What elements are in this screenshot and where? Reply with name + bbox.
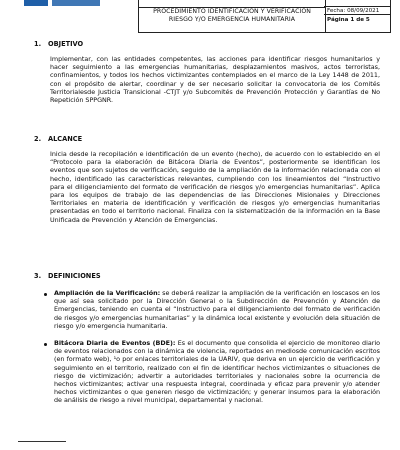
bullet-icon	[44, 293, 47, 296]
definition-term: Ampliación de la Verificación:	[54, 289, 161, 297]
bullet-icon	[44, 343, 47, 346]
header-page-number: Página 1 de 5	[327, 17, 370, 23]
section-heading-objetivo: 1. OBJETIVO	[34, 40, 84, 48]
footnote-separator	[18, 441, 66, 442]
section-text-alcance: Inicia desde la recopilación e identificación de un evento (hecho), de acuerdo con lo establecido en el “Protocolo para la elaboración de Bitácora Diaria de Eventos”, posteriormente se identifican los eventos que son sujetos de verificación, seguido de la ampliación de la información relacionada con el hecho, identificado las características relevantes, cumpliendo con los lineamientos del “Instructivo para el diligenciamiento del formato de verificación de riesgos y/o emergencias humanitarias”. Aplica para los equipos de trabajo de las dependencias de las Direcciones Misionales y Direcciones Territoriales en materia de identificación y verificación de riesgos y/o emergencias humanitarias presentadas en todo el territorio nacional. Finaliza con la sistematización de la información en la Base Unificada de Prevención y Atención de Emergencias.	[50, 150, 380, 224]
procedure-title: PROCEDIMIENTO IDENTIFICACIÓN Y VERIFICACIÓN RIESGO Y/O EMERGENCIA HUMANITARIA	[153, 8, 311, 23]
definition-text: Bitácora Diaria de Eventos (BDE): Es el documento que consolida el ejercicio de monitoreo diario de eventos relacionados con la dinámica de violencia, reportados en mediosde comunicación escritos (en formato web), ¹o por enlaces territoriales de la UARIV, que deriva en un ejercicio de verificación y seguimiento en el territorio, realizado con el fin de identificar hechos victimizantes o situaciones de riesgo de victimización; advertir a autoridades territoriales y nacionales sobre la ocurrencia de hechos victimizantes; activar una respuesta integral, coordinada y eficaz para prevenir y/o atender hechos victimizantes o que generen riesgo de victimización; y generar insumos para la elaboración de análisis de riesgo a nivel municipal, departamental y nacional.	[54, 339, 380, 405]
section-heading-alcance: 2. ALCANCE	[34, 135, 83, 143]
header-date: Fecha: 08/09/2021	[324, 6, 390, 15]
definition-text: Ampliación de la Verificación: se deberá realizar la ampliación de la verificación en loscasos en los que así sea solicitado por la Dirección General o la Subdirección de Prevención y Atención de Emergencias, teniendo en cuenta el “Instructivo para el diligenciamiento del formato de verificación de riesgos y/o emergencias humanitarias” y la dinámica local existente y evolución dela situación de riesgo y/o emergencia humanitaria.	[54, 289, 380, 330]
section-text-objetivo: Implementar, con las entidades competentes, las acciones para identificar riesgos humanitarios y hacer seguimiento a las emergencias humanitarias, desplazamientos masivos, actos terroristas, confinamientos, y todos los hechos victimizantes contemplados en el marco de la Ley 1448 de 2011, con el propósito de alertar, coordinar y de ser necesario solicitar la convocatoria de los Comités Territorialesde Justicia Transicional -CTJT y/o Subcomités de Prevención Protección y Garantías de No Repetición SPPGNR.	[50, 55, 380, 105]
definition-term: Bitácora Diaria de Eventos (BDE):	[54, 339, 176, 347]
section-heading-definiciones: 3. DEFINICIONES	[34, 272, 101, 280]
